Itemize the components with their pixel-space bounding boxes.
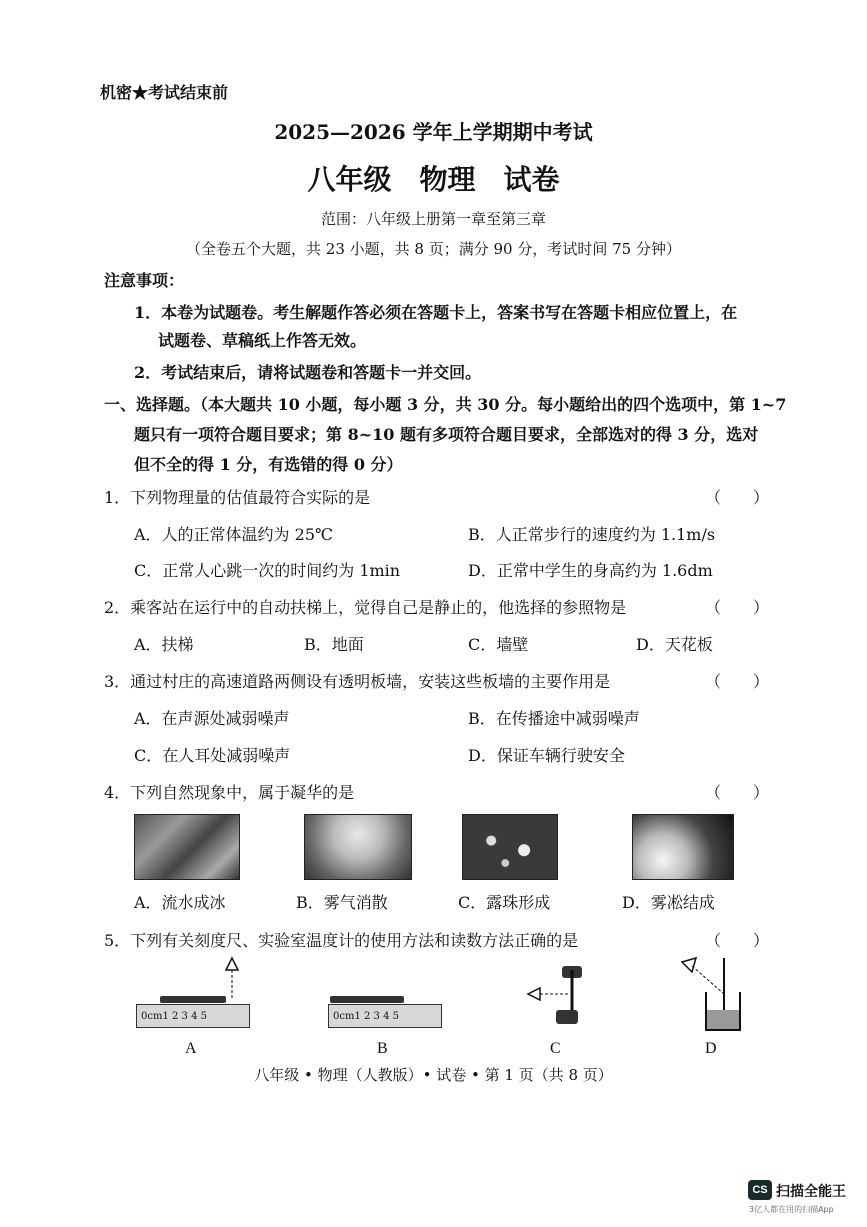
scanner-name: 扫描全能王 xyxy=(776,1184,846,1200)
dew-drops-photo xyxy=(462,814,558,880)
question-4-option-c: C．露珠形成 xyxy=(458,893,551,912)
section-1-line-3: 但不全的得 1 分，有选错的得 0 分） xyxy=(134,455,403,474)
scanner-tagline: 3亿人都在用的扫描App xyxy=(749,1205,834,1214)
question-2-option-b: B．地面 xyxy=(304,635,364,654)
question-5-stem: 5．下列有关刻度尺、实验室温度计的使用方法和读数方法正确的是 xyxy=(104,931,579,950)
question-1-option-c: C．正常人心跳一次的时间约为 1min xyxy=(134,561,401,580)
page-footer: 八年级 • 物理（人教版）• 试卷 • 第 1 页（共 8 页） xyxy=(254,1066,613,1084)
diagram-c-label: C xyxy=(550,1040,561,1057)
scope-line: 范围：八年级上册第一章至第三章 xyxy=(320,210,546,228)
rime-photo xyxy=(632,814,734,880)
pencil-a xyxy=(160,996,226,1003)
eye-a-icon xyxy=(222,956,242,1000)
question-2-option-a: A．扶梯 xyxy=(134,635,194,654)
question-2-option-d: D．天花板 xyxy=(636,635,713,654)
question-3-option-b: B．在传播途中减弱噪声 xyxy=(468,709,640,728)
notice-heading: 注意事项： xyxy=(104,271,185,290)
notice-item-1: 1．本卷为试题卷。考生解题作答必须在答题卡上，答案书写在答题卡相应位置上，在 xyxy=(134,303,738,322)
thermometer-d xyxy=(676,954,746,1034)
notice-item-1-cont: 试题卷、草稿纸上作答无效。 xyxy=(158,331,367,350)
diagram-b-label: B xyxy=(377,1040,388,1057)
question-1-option-d: D．正常中学生的身高约为 1.6dm xyxy=(468,561,713,580)
thermometer-c xyxy=(520,960,600,1032)
question-2-answer-paren: （ ） xyxy=(705,598,770,617)
question-3-answer-paren: （ ） xyxy=(705,672,770,691)
question-3-option-a: A．在声源处减弱噪声 xyxy=(134,709,290,728)
question-4-option-d: D．雾凇结成 xyxy=(622,893,715,912)
question-1-option-b: B．人正常步行的速度约为 1.1m/s xyxy=(468,525,716,544)
question-2-option-c: C．墙壁 xyxy=(468,635,529,654)
question-4-option-a: A．流水成冰 xyxy=(134,893,226,912)
section-1-line-2: 题只有一项符合题目要求；第 8~10 题有多项符合题目要求，全部选对的得 3 分，选对 xyxy=(134,425,759,444)
question-1-option-a: A．人的正常体温约为 25℃ xyxy=(134,525,333,544)
paper-title: 八年级 物理 试卷 xyxy=(307,163,560,196)
notice-item-2: 2．考试结束后，请将试题卷和答题卡一并交回。 xyxy=(134,363,482,382)
diagram-d-label: D xyxy=(705,1040,717,1057)
ruler-a xyxy=(136,1004,250,1028)
question-2-stem: 2．乘客站在运行中的自动扶梯上，觉得自己是静止的，他选择的参照物是 xyxy=(104,598,627,617)
question-3-option-c: C．在人耳处减弱噪声 xyxy=(134,746,291,765)
diagram-a-label: A xyxy=(185,1040,197,1057)
question-3-stem: 3．通过村庄的高速道路两侧设有透明板墙，安装这些板墙的主要作用是 xyxy=(104,672,611,691)
confidential-label: 机密★考试结束前 xyxy=(100,83,229,102)
question-1-answer-paren: （ ） xyxy=(705,488,770,507)
ruler-a-scale: 0cm1 2 3 4 5 xyxy=(141,1011,207,1022)
question-4-stem: 4．下列自然现象中，属于凝华的是 xyxy=(104,783,355,802)
frozen-water-photo xyxy=(134,814,240,880)
overview-line: （全卷五个大题，共 23 小题，共 8 页；满分 90 分，考试时间 75 分钟） xyxy=(186,240,681,258)
section-1-line-1: 一、选择题。（本大题共 10 小题，每小题 3 分，共 30 分。每小题给出的四个选项中，第 1~7 xyxy=(104,395,787,414)
exam-title: 2025—2026 学年上学期期中考试 xyxy=(274,120,593,144)
question-4-answer-paren: （ ） xyxy=(705,783,770,802)
question-1-stem: 1．下列物理量的估值最符合实际的是 xyxy=(104,488,371,507)
question-4-option-b: B．雾气消散 xyxy=(296,893,388,912)
scanner-logo: CS xyxy=(748,1180,772,1200)
ruler-b-scale: 0cm1 2 3 4 5 xyxy=(333,1011,399,1022)
pencil-b xyxy=(330,996,404,1003)
fog-photo xyxy=(304,814,412,880)
question-5-answer-paren: （ ） xyxy=(705,931,770,950)
ruler-b xyxy=(328,1004,442,1028)
question-3-option-d: D．保证车辆行驶安全 xyxy=(468,746,625,765)
